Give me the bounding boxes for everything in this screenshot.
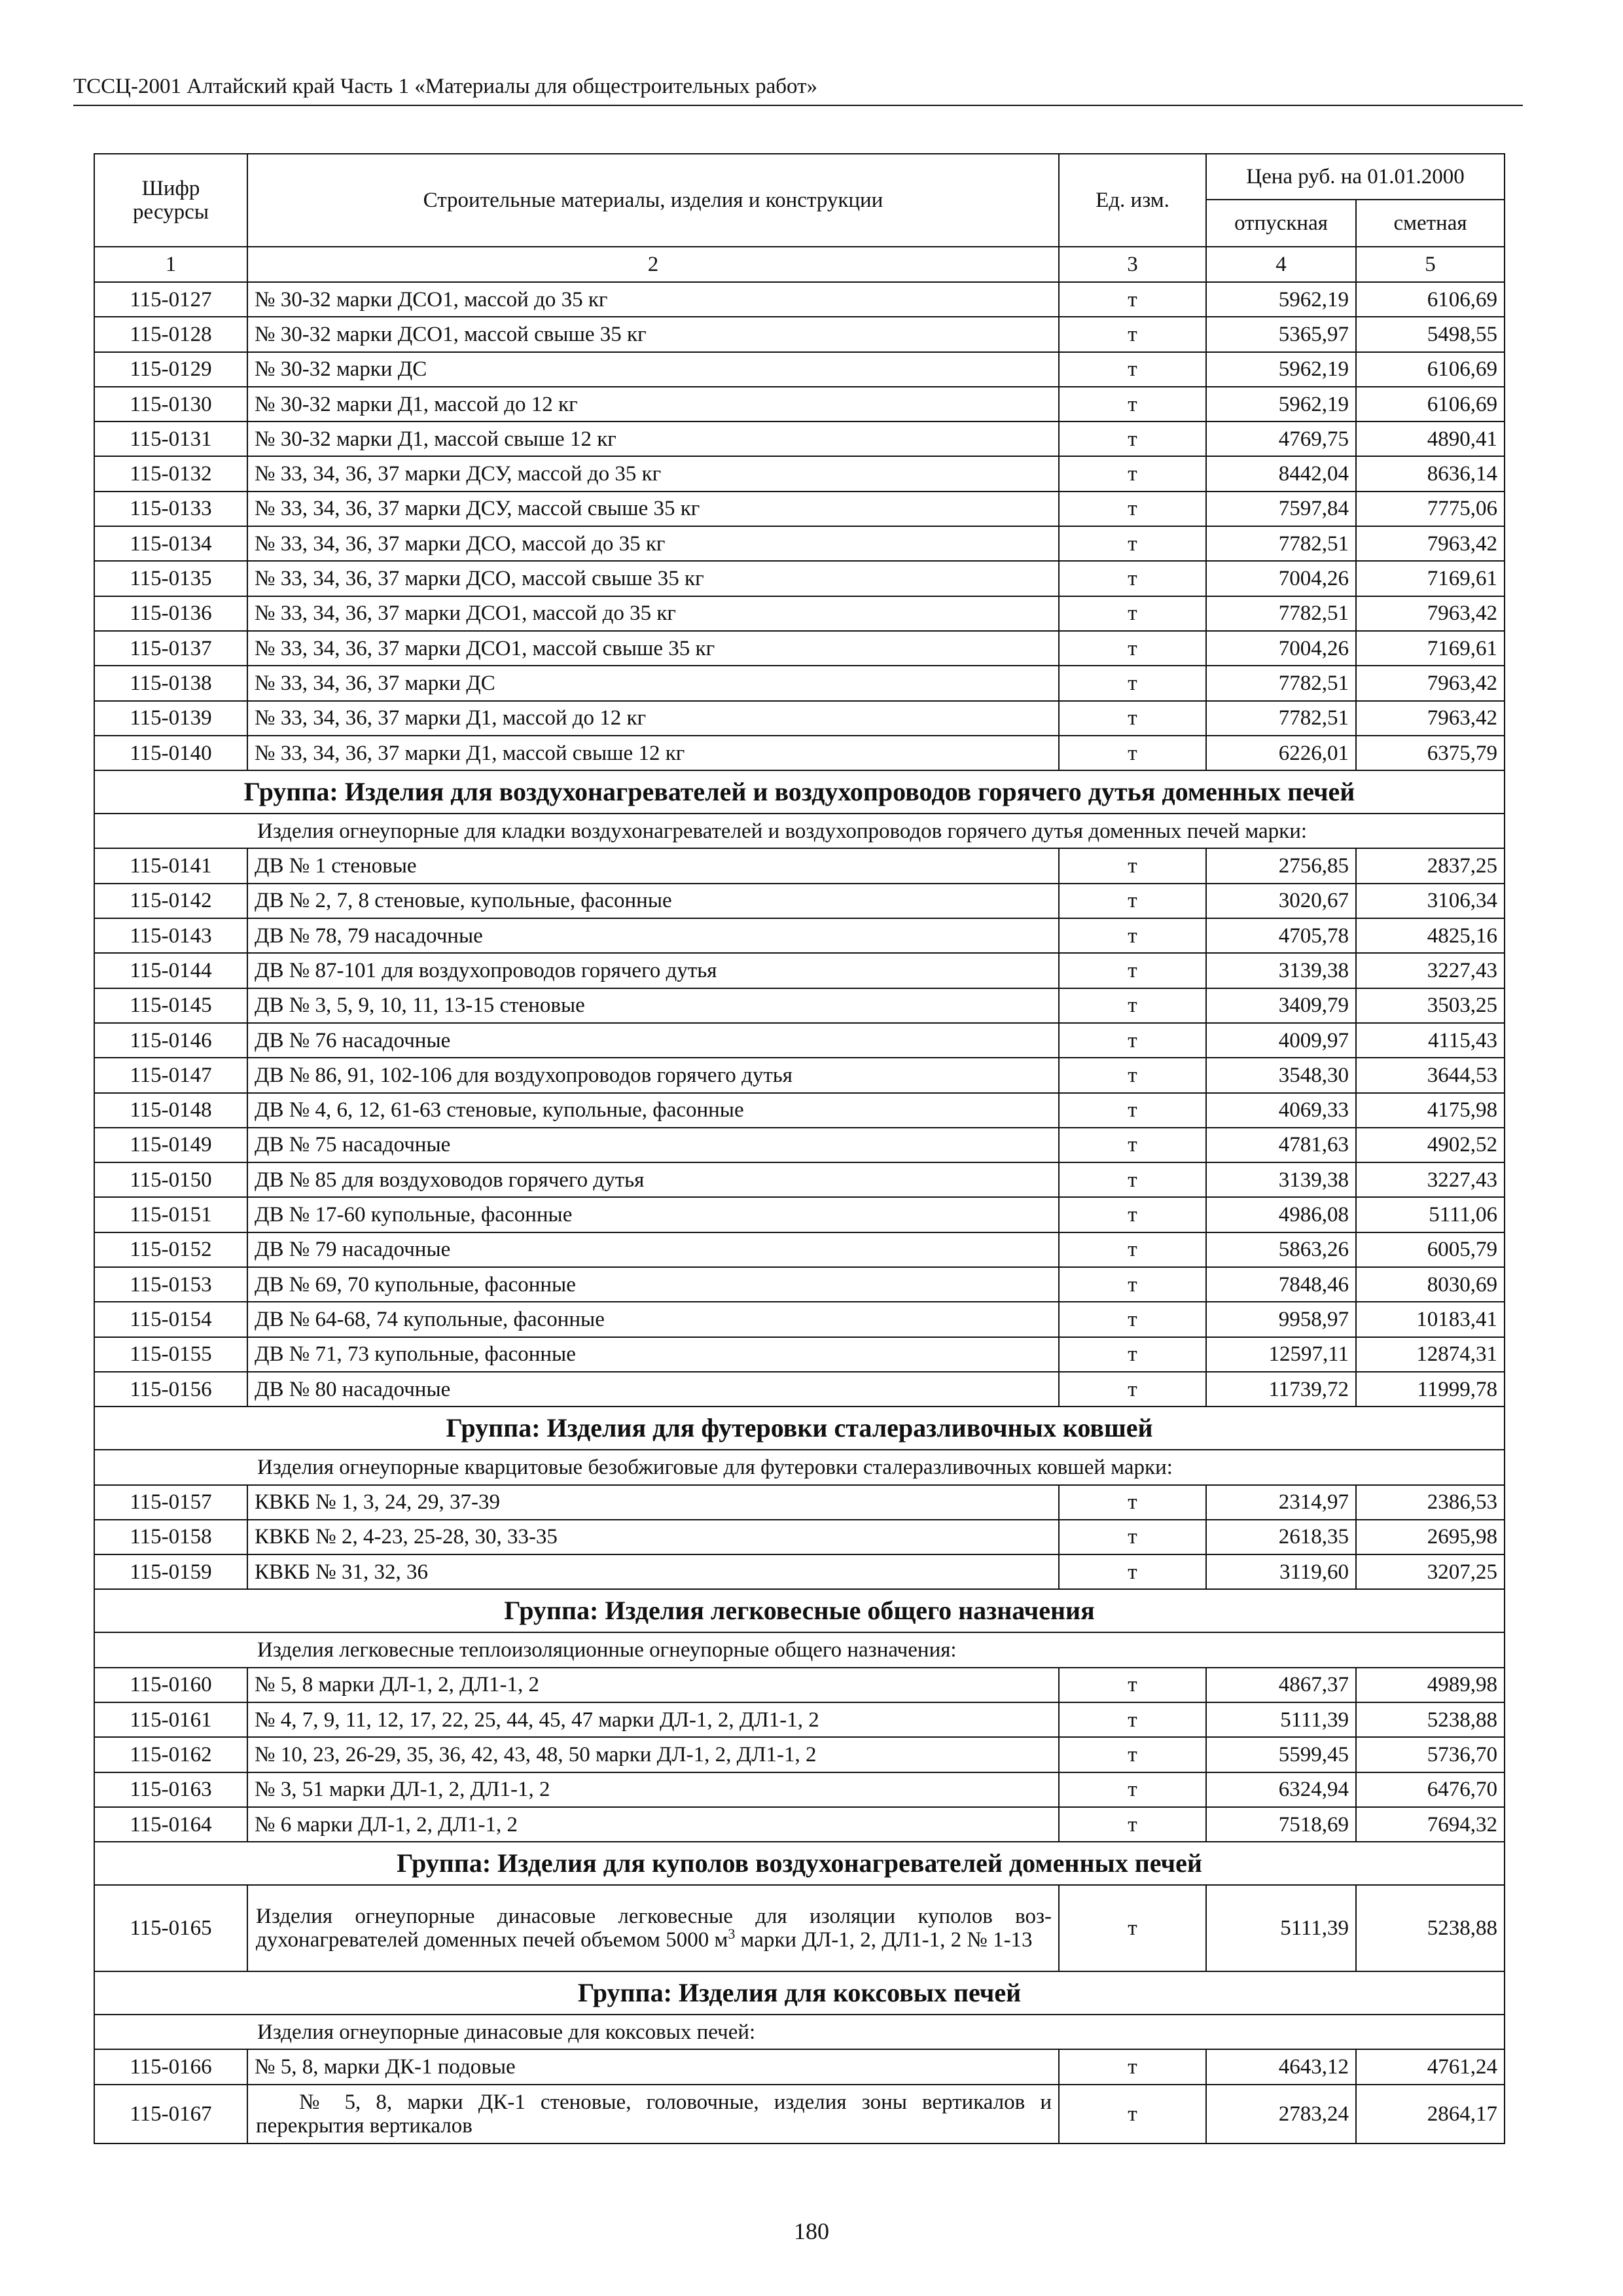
estimate-price: 7963,42 [1356, 526, 1505, 561]
estimate-price: 4989,98 [1356, 1668, 1505, 1702]
release-price: 5962,19 [1206, 352, 1356, 387]
unit: т [1059, 456, 1206, 491]
resource-code: 115-0157 [94, 1485, 247, 1520]
release-price: 5111,39 [1206, 1885, 1356, 1971]
table-row [94, 1554, 1505, 1589]
material-name: ДВ № 2, 7, 8 стеновые, купольные, фасонные [247, 884, 1059, 918]
estimate-price: 3106,34 [1356, 884, 1505, 918]
table-row [94, 1058, 1505, 1092]
unit: т [1059, 1554, 1206, 1589]
resource-code: 115-0136 [94, 596, 247, 631]
release-price: 2756,85 [1206, 848, 1356, 883]
unit: т [1059, 1337, 1206, 1372]
unit: т [1059, 1772, 1206, 1807]
material-name: № 30-32 марки ДСО1, массой свыше 35 кг [247, 317, 1059, 351]
estimate-price: 4115,43 [1356, 1023, 1505, 1058]
release-price: 5599,45 [1206, 1737, 1356, 1772]
material-name: ДВ № 79 насадочные [247, 1232, 1059, 1267]
estimate-price: 6476,70 [1356, 1772, 1505, 1807]
release-price: 5962,19 [1206, 282, 1356, 317]
table-row [94, 1772, 1505, 1807]
unit: т [1059, 1232, 1206, 1267]
resource-code: 115-0147 [94, 1058, 247, 1092]
release-price: 7004,26 [1206, 561, 1356, 596]
release-price: 7782,51 [1206, 666, 1356, 700]
release-price: 11739,72 [1206, 1372, 1356, 1407]
estimate-price: 8030,69 [1356, 1267, 1505, 1302]
unit: т [1059, 1737, 1206, 1772]
cubic-superscript: 3 [728, 1926, 736, 1943]
estimate-price: 7694,32 [1356, 1807, 1505, 1842]
unit: т [1059, 1058, 1206, 1092]
unit: т [1059, 422, 1206, 456]
unit: т [1059, 526, 1206, 561]
estimate-price: 3503,25 [1356, 988, 1505, 1023]
material-name: № 33, 34, 36, 37 марки ДСО1, массой до 35 кг [247, 596, 1059, 631]
table-row [94, 918, 1505, 953]
group-heading-row [94, 1589, 1505, 1632]
subgroup-note-row [94, 1632, 1505, 1667]
release-price: 3020,67 [1206, 884, 1356, 918]
material-name: ДВ № 87-101 для воздухопроводов горячего дутья [247, 953, 1059, 988]
material-name: № 3, 51 марки ДЛ-1, 2, ДЛ1-1, 2 [247, 1772, 1059, 1807]
material-name: № 5, 8, марки ДК-1 стеновые, головочные, изделия зоны вертикалов и перекрытия вертикалов [247, 2085, 1059, 2144]
estimate-price: 3227,43 [1356, 953, 1505, 988]
running-header: ТССЦ-2001 Алтайский край Часть 1 «Материалы для общестроительных работ» [73, 75, 818, 98]
release-price: 4009,97 [1206, 1023, 1356, 1058]
subgroup-note: Изделия огнеупорные кварцитовые безобжиговые для футеровки сталеразливочных ковшей марки: [94, 1450, 1505, 1484]
table-row [94, 2049, 1505, 2084]
resource-code: 115-0139 [94, 701, 247, 736]
estimate-price: 5111,06 [1356, 1197, 1505, 1232]
release-price: 3139,38 [1206, 953, 1356, 988]
material-name: КВКБ № 31, 32, 36 [247, 1554, 1059, 1589]
material-name: № 30-32 марки Д1, массой до 12 кг [247, 387, 1059, 422]
material-name: ДВ № 80 насадочные [247, 1372, 1059, 1407]
estimate-price: 6106,69 [1356, 282, 1505, 317]
estimate-price: 5238,88 [1356, 1702, 1505, 1737]
material-name: № 33, 34, 36, 37 марки ДС [247, 666, 1059, 700]
estimate-price: 2386,53 [1356, 1485, 1505, 1520]
resource-code: 115-0159 [94, 1554, 247, 1589]
release-price: 7518,69 [1206, 1807, 1356, 1842]
resource-code: 115-0149 [94, 1128, 247, 1162]
group-heading-row [94, 1407, 1505, 1450]
material-name: № 5, 8 марки ДЛ-1, 2, ДЛ1-1, 2 [247, 1668, 1059, 1702]
unit: т [1059, 317, 1206, 351]
estimate-price: 2695,98 [1356, 1520, 1505, 1554]
table-row [94, 422, 1505, 456]
release-price: 7782,51 [1206, 526, 1356, 561]
table-row [94, 1485, 1505, 1520]
estimate-price: 4890,41 [1356, 422, 1505, 456]
resource-code: 115-0129 [94, 352, 247, 387]
unit: т [1059, 596, 1206, 631]
resource-code: 115-0161 [94, 1702, 247, 1737]
unit: т [1059, 1520, 1206, 1554]
release-price: 4769,75 [1206, 422, 1356, 456]
resource-code: 115-0128 [94, 317, 247, 351]
estimate-price: 8636,14 [1356, 456, 1505, 491]
estimate-price: 4761,24 [1356, 2049, 1505, 2084]
unit: т [1059, 1302, 1206, 1336]
release-price: 3409,79 [1206, 988, 1356, 1023]
table-row [94, 1197, 1505, 1232]
column-number: 1 [94, 247, 247, 282]
release-price: 4643,12 [1206, 2049, 1356, 2084]
unit: т [1059, 884, 1206, 918]
resource-code: 115-0153 [94, 1267, 247, 1302]
material-name: ДВ № 71, 73 купольные, фасонные [247, 1337, 1059, 1372]
unit: т [1059, 953, 1206, 988]
material-name: ДВ № 3, 5, 9, 10, 11, 13-15 стеновые [247, 988, 1059, 1023]
unit: т [1059, 848, 1206, 883]
table-row [94, 1302, 1505, 1336]
estimate-price: 3644,53 [1356, 1058, 1505, 1092]
material-name: № 33, 34, 36, 37 марки ДСО1, массой свыше 35 кг [247, 631, 1059, 666]
group-heading: Группа: Изделия для куполов воздухонагревателей доменных печей [94, 1842, 1505, 1885]
release-price: 2783,24 [1206, 2085, 1356, 2144]
estimate-price: 6106,69 [1356, 352, 1505, 387]
material-name: ДВ № 69, 70 купольные, фасонные [247, 1267, 1059, 1302]
unit: т [1059, 1267, 1206, 1302]
estimate-price: 7169,61 [1356, 631, 1505, 666]
unit: т [1059, 1128, 1206, 1162]
resource-code: 115-0148 [94, 1093, 247, 1128]
column-number: 2 [247, 247, 1059, 282]
release-price: 6226,01 [1206, 736, 1356, 770]
resource-code: 115-0158 [94, 1520, 247, 1554]
estimate-price: 6005,79 [1356, 1232, 1505, 1267]
resource-code: 115-0167 [94, 2085, 247, 2144]
resource-code: 115-0155 [94, 1337, 247, 1372]
material-name: ДВ № 1 стеновые [247, 848, 1059, 883]
table-row [94, 526, 1505, 561]
table-row [94, 1232, 1505, 1267]
release-price: 7782,51 [1206, 701, 1356, 736]
table-row [94, 848, 1505, 883]
table-row [94, 456, 1505, 491]
header-rule [73, 105, 1523, 106]
resource-code: 115-0133 [94, 492, 247, 526]
unit: т [1059, 1668, 1206, 1702]
table-row [94, 736, 1505, 770]
group-heading-row [94, 770, 1505, 814]
material-name: ДВ № 76 насадочные [247, 1023, 1059, 1058]
subgroup-note: Изделия огнеупорные динасовые для коксовых печей: [94, 2015, 1505, 2049]
material-name: ДВ № 17-60 купольные, фасонные [247, 1197, 1059, 1232]
material-name [247, 1885, 1059, 1971]
group-heading: Группа: Изделия для воздухонагревателей и воздухопроводов горячего дутья доменных печей [94, 770, 1505, 814]
unit: т [1059, 666, 1206, 700]
table-row [94, 631, 1505, 666]
table-row [94, 317, 1505, 351]
material-name: КВКБ № 2, 4-23, 25-28, 30, 33-35 [247, 1520, 1059, 1554]
unit: т [1059, 1372, 1206, 1407]
material-name: ДВ № 64-68, 74 купольные, фасонные [247, 1302, 1059, 1336]
unit: т [1059, 736, 1206, 770]
resource-code: 115-0164 [94, 1807, 247, 1842]
material-name: № 10, 23, 26-29, 35, 36, 42, 43, 48, 50 марки ДЛ-1, 2, ДЛ1-1, 2 [247, 1737, 1059, 1772]
subgroup-note: Изделия огнеупорные для кладки воздухонагревателей и воздухопроводов горячего дутья доменных печей марки: [94, 814, 1505, 848]
table-row [94, 2085, 1505, 2144]
subgroup-note: Изделия легковесные теплоизоляционные огнеупорные общего назначения: [94, 1632, 1505, 1667]
estimate-price: 10183,41 [1356, 1302, 1505, 1336]
resource-code: 115-0144 [94, 953, 247, 988]
release-price: 5863,26 [1206, 1232, 1356, 1267]
estimate-price: 4175,98 [1356, 1093, 1505, 1128]
release-price: 7782,51 [1206, 596, 1356, 631]
resource-code: 115-0138 [94, 666, 247, 700]
table-row [94, 1372, 1505, 1407]
estimate-price: 7963,42 [1356, 666, 1505, 700]
unit: т [1059, 387, 1206, 422]
resource-code: 115-0150 [94, 1162, 247, 1197]
group-heading-row [94, 1842, 1505, 1885]
release-price: 8442,04 [1206, 456, 1356, 491]
release-price: 3139,38 [1206, 1162, 1356, 1197]
unit: т [1059, 1093, 1206, 1128]
unit: т [1059, 1807, 1206, 1842]
release-price: 5962,19 [1206, 387, 1356, 422]
unit: т [1059, 352, 1206, 387]
unit: т [1059, 701, 1206, 736]
subgroup-note-row [94, 2015, 1505, 2049]
material-name: ДВ № 86, 91, 102-106 для воздухопроводов горячего дутья [247, 1058, 1059, 1092]
price-table [94, 153, 1505, 2144]
material-name-text: Изделия огнеупорные динасовые легковесные для изоляции куполов воз-духонагревателей доменных печей объемом 5000 м [256, 1905, 1052, 1952]
table-row [94, 1267, 1505, 1302]
resource-code: 115-0165 [94, 1885, 247, 1971]
column-number: 5 [1356, 247, 1505, 282]
unit: т [1059, 1702, 1206, 1737]
estimate-price: 2864,17 [1356, 2085, 1505, 2144]
table-row [94, 352, 1505, 387]
release-price: 2618,35 [1206, 1520, 1356, 1554]
material-name: ДВ № 75 насадочные [247, 1128, 1059, 1162]
release-price: 7848,46 [1206, 1267, 1356, 1302]
table-row [94, 1128, 1505, 1162]
resource-code: 115-0160 [94, 1668, 247, 1702]
estimate-price: 4902,52 [1356, 1128, 1505, 1162]
release-price: 6324,94 [1206, 1772, 1356, 1807]
resource-code: 115-0142 [94, 884, 247, 918]
unit: т [1059, 988, 1206, 1023]
resource-code: 115-0156 [94, 1372, 247, 1407]
estimate-price: 11999,78 [1356, 1372, 1505, 1407]
col-header-price-group: Цена руб. на 01.01.2000 [1206, 154, 1505, 200]
release-price: 7597,84 [1206, 492, 1356, 526]
resource-code: 115-0163 [94, 1772, 247, 1807]
material-name: № 6 марки ДЛ-1, 2, ДЛ1-1, 2 [247, 1807, 1059, 1842]
subgroup-note-row [94, 814, 1505, 848]
resource-code: 115-0131 [94, 422, 247, 456]
unit: т [1059, 2085, 1206, 2144]
resource-code: 115-0166 [94, 2049, 247, 2084]
release-price: 4781,63 [1206, 1128, 1356, 1162]
material-name: № 5, 8, марки ДК-1 подовые [247, 2049, 1059, 2084]
table-row [94, 1162, 1505, 1197]
material-name: ДВ № 85 для воздуховодов горячего дутья [247, 1162, 1059, 1197]
release-price: 4069,33 [1206, 1093, 1356, 1128]
material-name: № 33, 34, 36, 37 марки ДСО, массой до 35 кг [247, 526, 1059, 561]
release-price: 4867,37 [1206, 1668, 1356, 1702]
material-name: ДВ № 78, 79 насадочные [247, 918, 1059, 953]
estimate-price: 6375,79 [1356, 736, 1505, 770]
material-name: № 4, 7, 9, 11, 12, 17, 22, 25, 44, 45, 47 марки ДЛ-1, 2, ДЛ1-1, 2 [247, 1702, 1059, 1737]
material-name: № 33, 34, 36, 37 марки ДСУ, массой до 35 кг [247, 456, 1059, 491]
table-row [94, 1807, 1505, 1842]
group-heading: Группа: Изделия для коксовых печей [94, 1971, 1505, 2015]
release-price: 5111,39 [1206, 1702, 1356, 1737]
resource-code: 115-0145 [94, 988, 247, 1023]
table-row [94, 492, 1505, 526]
material-name: № 33, 34, 36, 37 марки Д1, массой до 12 кг [247, 701, 1059, 736]
release-price: 3548,30 [1206, 1058, 1356, 1092]
material-name: № 33, 34, 36, 37 марки ДСУ, массой свыше 35 кг [247, 492, 1059, 526]
col-header-name: Строительные материалы, изделия и конструкции [247, 154, 1059, 247]
release-price: 2314,97 [1206, 1485, 1356, 1520]
resource-code: 115-0132 [94, 456, 247, 491]
group-heading: Группа: Изделия для футеровки сталеразливочных ковшей [94, 1407, 1505, 1450]
estimate-price: 7963,42 [1356, 701, 1505, 736]
resource-code: 115-0140 [94, 736, 247, 770]
material-name: № 33, 34, 36, 37 марки Д1, массой свыше 12 кг [247, 736, 1059, 770]
resource-code: 115-0135 [94, 561, 247, 596]
col-header-unit: Ед. изм. [1059, 154, 1206, 247]
col-header-estimate: сметная [1356, 200, 1505, 247]
unit: т [1059, 282, 1206, 317]
table-row [94, 596, 1505, 631]
unit: т [1059, 1197, 1206, 1232]
resource-code: 115-0137 [94, 631, 247, 666]
column-number: 3 [1059, 247, 1206, 282]
col-header-code: Шифр ресурсы [94, 154, 247, 247]
estimate-price: 4825,16 [1356, 918, 1505, 953]
unit: т [1059, 561, 1206, 596]
unit: т [1059, 918, 1206, 953]
table-row [94, 1668, 1505, 1702]
resource-code: 115-0151 [94, 1197, 247, 1232]
estimate-price: 12874,31 [1356, 1337, 1505, 1372]
resource-code: 115-0162 [94, 1737, 247, 1772]
column-number-row [94, 247, 1505, 282]
table-row [94, 1520, 1505, 1554]
resource-code: 115-0152 [94, 1232, 247, 1267]
material-name: ДВ № 4, 6, 12, 61-63 стеновые, купольные, фасонные [247, 1093, 1059, 1128]
material-name: № 30-32 марки ДС [247, 352, 1059, 387]
table-row [94, 884, 1505, 918]
material-name: № 30-32 марки Д1, массой свыше 12 кг [247, 422, 1059, 456]
material-name-text: марки ДЛ-1, 2, ДЛ1-1, 2 № 1-13 [735, 1928, 1033, 1952]
estimate-price: 2837,25 [1356, 848, 1505, 883]
table-row [94, 1885, 1505, 1971]
table-row [94, 1023, 1505, 1058]
resource-code: 115-0127 [94, 282, 247, 317]
estimate-price: 3227,43 [1356, 1162, 1505, 1197]
unit: т [1059, 631, 1206, 666]
release-price: 9958,97 [1206, 1302, 1356, 1336]
table-row [94, 988, 1505, 1023]
release-price: 12597,11 [1206, 1337, 1356, 1372]
table-row [94, 953, 1505, 988]
release-price: 4986,08 [1206, 1197, 1356, 1232]
estimate-price: 7963,42 [1356, 596, 1505, 631]
unit: т [1059, 1485, 1206, 1520]
table-row [94, 1702, 1505, 1737]
material-name: № 30-32 марки ДСО1, массой до 35 кг [247, 282, 1059, 317]
table-row [94, 666, 1505, 700]
table-row [94, 1737, 1505, 1772]
page-number: 180 [794, 2218, 829, 2244]
estimate-price: 6106,69 [1356, 387, 1505, 422]
subgroup-note-row [94, 1450, 1505, 1484]
resource-code: 115-0143 [94, 918, 247, 953]
column-number: 4 [1206, 247, 1356, 282]
unit: т [1059, 492, 1206, 526]
resource-code: 115-0130 [94, 387, 247, 422]
release-price: 7004,26 [1206, 631, 1356, 666]
table-row [94, 1093, 1505, 1128]
unit: т [1059, 2049, 1206, 2084]
estimate-price: 7169,61 [1356, 561, 1505, 596]
resource-code: 115-0141 [94, 848, 247, 883]
material-name: КВКБ № 1, 3, 24, 29, 37-39 [247, 1485, 1059, 1520]
group-heading-row [94, 1971, 1505, 2015]
unit: т [1059, 1023, 1206, 1058]
unit: т [1059, 1162, 1206, 1197]
table-row [94, 1337, 1505, 1372]
estimate-price: 7775,06 [1356, 492, 1505, 526]
resource-code: 115-0134 [94, 526, 247, 561]
estimate-price: 5238,88 [1356, 1885, 1505, 1971]
table-row [94, 701, 1505, 736]
material-name: № 33, 34, 36, 37 марки ДСО, массой свыше 35 кг [247, 561, 1059, 596]
table-row [94, 561, 1505, 596]
table-row [94, 387, 1505, 422]
estimate-price: 5498,55 [1356, 317, 1505, 351]
release-price: 5365,97 [1206, 317, 1356, 351]
table-row [94, 282, 1505, 317]
estimate-price: 5736,70 [1356, 1737, 1505, 1772]
resource-code: 115-0154 [94, 1302, 247, 1336]
release-price: 4705,78 [1206, 918, 1356, 953]
estimate-price: 3207,25 [1356, 1554, 1505, 1589]
release-price: 3119,60 [1206, 1554, 1356, 1589]
unit: т [1059, 1885, 1206, 1971]
col-header-release: отпускная [1206, 200, 1356, 247]
resource-code: 115-0146 [94, 1023, 247, 1058]
group-heading: Группа: Изделия легковесные общего назначения [94, 1589, 1505, 1632]
